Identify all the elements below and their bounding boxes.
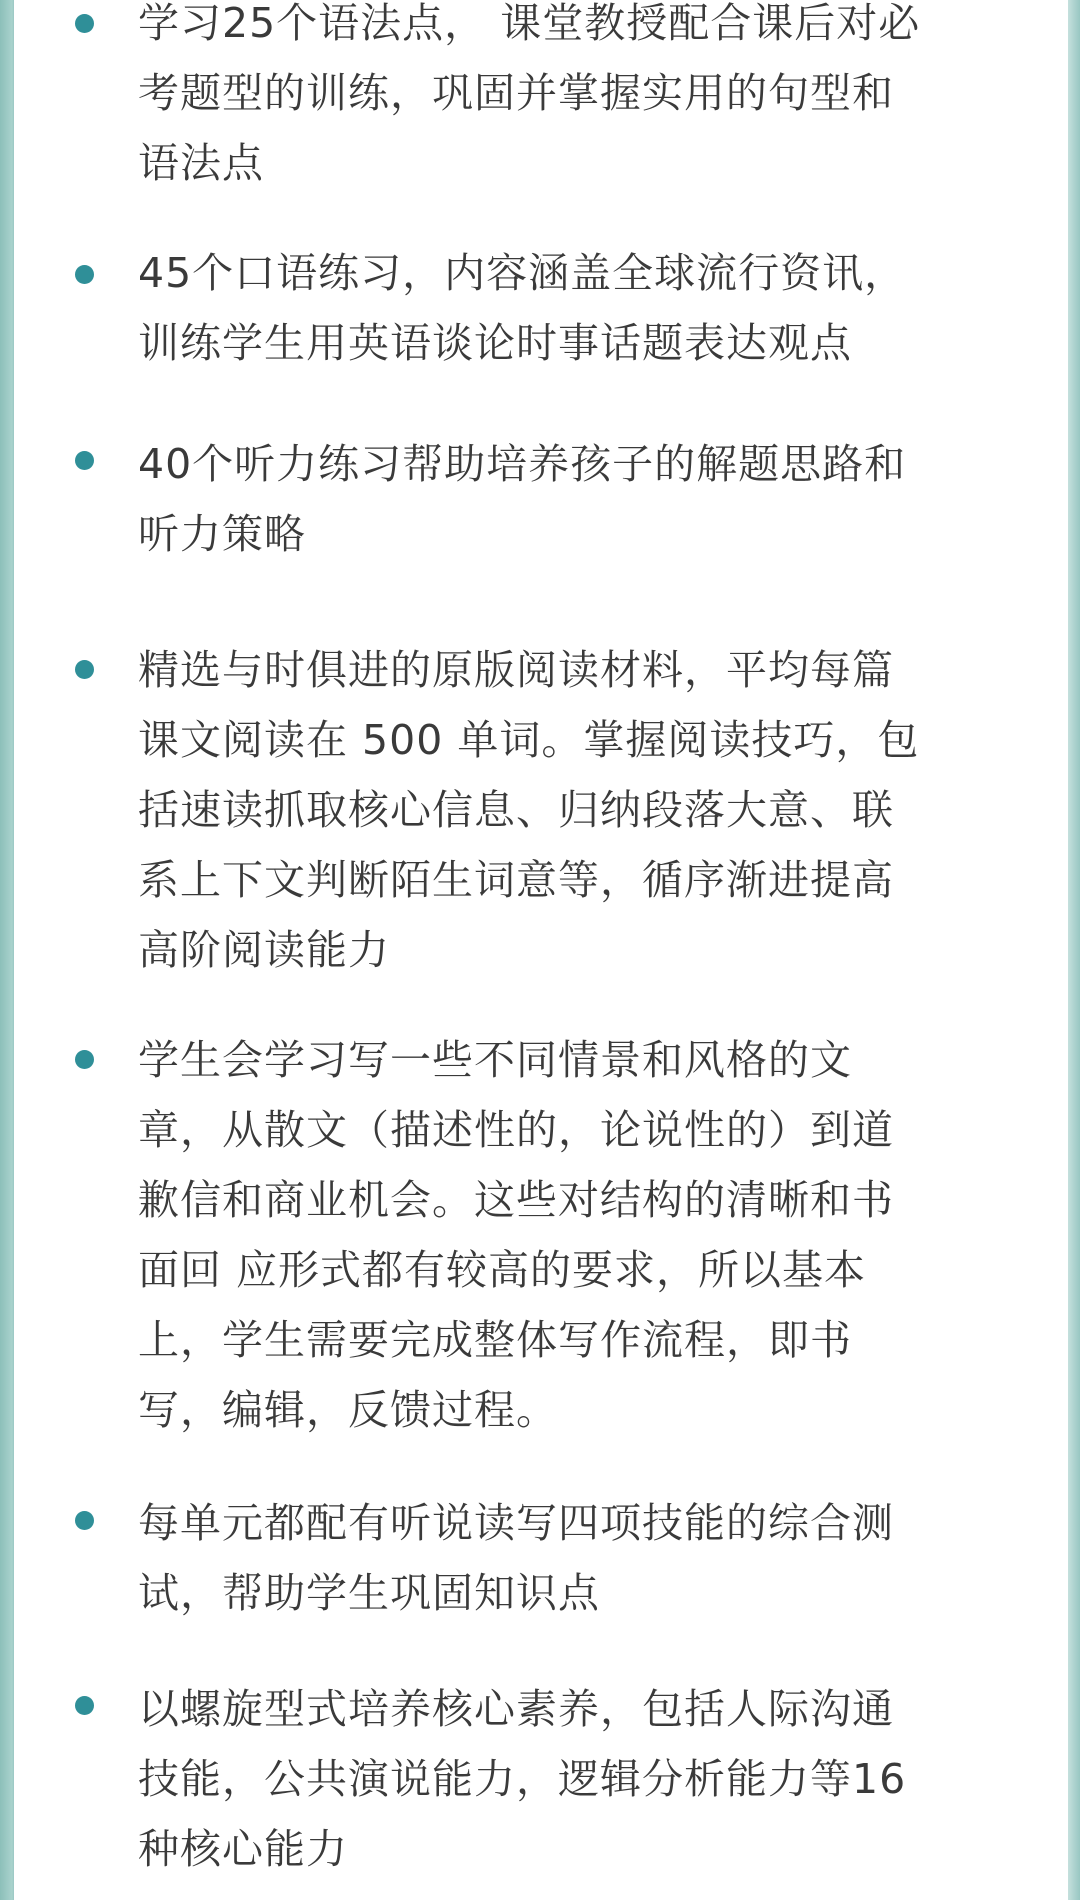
list-item-text: 45个口语练习，内容涵盖全球流行资讯， 训练学生用英语谈论时事话题表达观点 [138,249,907,367]
right-border [1068,0,1080,1900]
bullet-dot-icon [75,14,94,33]
bullet-dot-icon [75,1050,94,1069]
list-item-text: 以螺旋型式培养核心素养，包括人际沟通 技能，公共演说能力，逻辑分析能力等16 种核心能力 [138,1685,907,1873]
bullet-dot-icon [75,660,94,679]
list-item-text: 精选与时俱进的原版阅读材料，平均每篇 课文阅读在 500 单词。掌握阅读技巧，包 括速读抓取核心信息、归纳段落大意、联 系上下文判断陌生词意等，循序渐进提高 高阶阅读能力 [138,646,920,974]
bullet-dot-icon [75,265,94,284]
list-item-text: 40个听力练习帮助培养孩子的解题思路和 听力策略 [138,440,907,558]
list-item-text: 学习25个语法点， 课堂教授配合课后对必 考题型的训练，巩固并掌握实用的句型和 语法点 [138,0,921,187]
content-card [14,0,1068,1900]
list-item-text: 学生会学习写一些不同情景和风格的文 章，从散文（描述性的，论说性的）到道 歉信和商业机会。这些对结构的清晰和书 面回 应形式都有较高的要求，所以基本 上，学生需要完成整体写作流程，即书 写，编辑，反馈过程。 [138,1036,894,1434]
list-item-text: 每单元都配有听说读写四项技能的综合测 试，帮助学生巩固知识点 [138,1499,894,1617]
bullet-dot-icon [75,1696,94,1715]
bullet-dot-icon [75,451,94,470]
bullet-dot-icon [75,1511,94,1530]
